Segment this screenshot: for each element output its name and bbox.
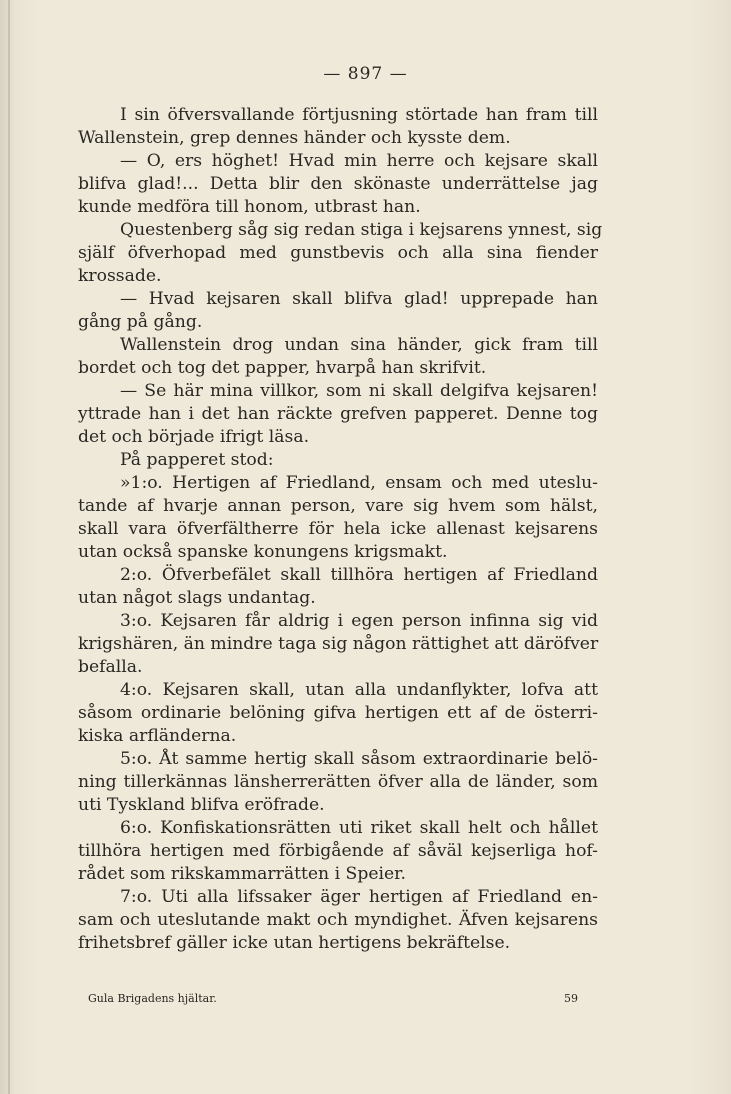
text-line: I sin öfversvallande förtjusning störtade han fram till	[120, 105, 598, 125]
text-line: skall vara öfverfältherre för hela icke allenast kejsarens	[78, 519, 598, 539]
footer-signature-title: Gula Brigadens hjältar.	[88, 992, 217, 1005]
text-line: 5:o. Åt samme hertig skall såsom extraordinarie belö-	[120, 749, 598, 769]
body-text	[78, 104, 603, 955]
text-line: — O, ers höghet! Hvad min herre och kejsare skall	[120, 151, 598, 171]
text-line: rådet som rikskammarrätten i Speier.	[78, 864, 406, 884]
text-line: befalla.	[78, 657, 143, 677]
text-line: Wallenstein drog undan sina händer, gick fram till	[120, 335, 598, 355]
text-line: kunde medföra till honom, utbrast han.	[78, 197, 421, 217]
text-line: »1:o. Hertigen af Friedland, ensam och med uteslu-	[120, 473, 598, 493]
text-line: yttrade han i det han räckte grefven papperet. Denne tog	[78, 404, 598, 424]
text-line: 4:o. Kejsaren skall, utan alla undanflykter, lofva att	[120, 680, 598, 700]
text-line: På papperet stod:	[120, 450, 274, 470]
text-line: kiska arfländerna.	[78, 726, 237, 746]
footer-signature-number: 59	[564, 992, 578, 1005]
text-line: bordet och tog det papper, hvarpå han skrifvit.	[78, 358, 487, 378]
page-spine-edge	[8, 0, 10, 1094]
text-line: sam och uteslutande makt och myndighet. Äfven kejsarens	[78, 910, 598, 930]
text-line: krigshären, än mindre taga sig någon rättighet att däröfver	[78, 634, 599, 654]
text-line: ning tillerkännas länsherrerätten öfver alla de länder, som	[78, 772, 598, 792]
text-line: gång på gång.	[78, 312, 203, 332]
page-number-header: — 897 —	[323, 64, 408, 84]
text-line: det och började ifrigt läsa.	[78, 427, 310, 447]
text-line: tillhöra hertigen med förbigående af såväl kejserliga hof-	[78, 841, 598, 861]
text-line: 6:o. Konfiskationsrätten uti riket skall helt och hållet	[120, 818, 598, 838]
text-line: Wallenstein, grep dennes händer och kysste dem.	[78, 128, 511, 148]
text-line: 2:o. Öfverbefälet skall tillhöra hertigen af Friedland	[120, 565, 598, 585]
text-line: utan något slags undantag.	[78, 588, 316, 608]
text-line: såsom ordinarie belöning gifva hertigen ett af de österri-	[78, 703, 598, 723]
text-line: tande af hvarje annan person, vare sig hvem som hälst,	[78, 496, 598, 516]
text-line: 3:o. Kejsaren får aldrig i egen person infinna sig vid	[120, 611, 598, 631]
text-line: uti Tyskland blifva eröfrade.	[78, 795, 325, 815]
page-footer	[88, 992, 578, 1005]
text-line: — Se här mina villkor, som ni skall delgifva kejsaren!	[120, 381, 598, 401]
text-line: utan också spanske konungens krigsmakt.	[78, 542, 448, 562]
text-line: 7:o. Uti alla lifssaker äger hertigen af Friedland en-	[120, 887, 598, 907]
text-line: Questenberg såg sig redan stiga i kejsarens ynnest, sig	[120, 220, 603, 240]
text-line: — Hvad kejsaren skall blifva glad! upprepade han	[120, 289, 598, 309]
text-line: krossade.	[78, 266, 162, 286]
text-line: blifva glad!... Detta blir den skönaste underrättelse jag	[78, 174, 598, 194]
text-line: frihetsbref gäller icke utan hertigens bekräftelse.	[78, 933, 511, 953]
text-line: själf öfverhopad med gunstbevis och alla sina fiender	[78, 243, 598, 263]
